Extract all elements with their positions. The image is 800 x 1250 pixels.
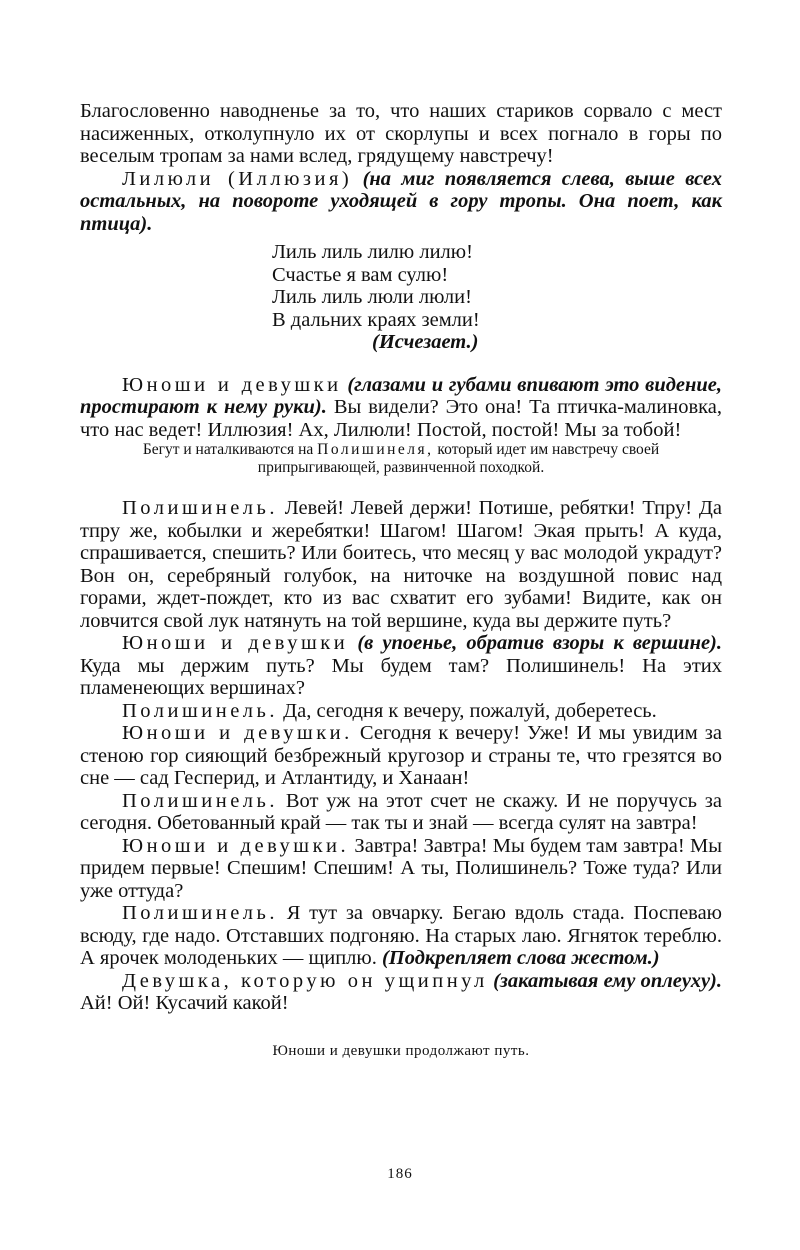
dialogue-text: Куда мы держим путь? Мы будем там? Полишинель! На этих пламенеющих вершинах?: [80, 654, 722, 699]
polishinel-paragraph-2: [80, 700, 722, 723]
dialogue-text: Ай! Ой! Кусачий какой!: [80, 992, 289, 1014]
youths-paragraph-2: [80, 632, 722, 700]
verse-line: Лиль лиль люли люли!: [272, 286, 472, 308]
final-stage-note: Юноши и девушки продолжают путь.: [272, 1042, 530, 1059]
dialogue-text: Левей! Левей держи! Потише, ребятки! Тпру! Да тпру же, кобылки и жеребятки! Шагом! Шагом! Экая прыть! А куда, спрашивается, спешить? Или боитесь, что месяц у вас молодой украдут? Вон он, серебряный голубок, на ниточке на воздушной повис над горами, ждет-пождет, кто из вас схватит его зубами! Видите, как он ловчится свой лук натянуть на той вершине, куда вы держите путь?: [80, 497, 722, 632]
stage-note-after: который идет им навстречу своей припрыгивающей, развинченной походкой.: [257, 441, 660, 476]
youths-paragraph-1: [80, 374, 722, 442]
stage-direction-youths-2: (в упоенье, обратив взоры к вершине).: [357, 632, 723, 654]
speaker-polishinel: Полишинель.: [122, 789, 279, 812]
dialogue-text: Сегодня к вечеру! Уже! И мы увидим за стеною гор сияющий безбрежный кругозор и страны те, что грезятся во сне — сад Гесперид, и Атлантиду, и Ханаан!: [80, 722, 723, 789]
speaker-girl: Девушка, которую он ущипнул: [122, 969, 488, 992]
speaker-polishinel: Полишинель.: [122, 699, 279, 722]
speaker-polishinel: Полишинель.: [122, 902, 279, 924]
stage-direction-gesture: (Подкрепляет слова жестом.): [381, 947, 660, 969]
verse-line: Счастье я вам сулю!: [272, 263, 449, 286]
speaker-youths: Юноши и девушки.: [122, 834, 350, 857]
dialogue-text: Я тут за овчарку. Бегаю вдоль стада. Поспеваю всюду, где надо. Отставших подгоняю. На старых лаю. Ягняток тереблю. А ярочек молоденьких — щиплю.: [80, 902, 722, 969]
polishinel-paragraph-4: [80, 902, 722, 970]
intro-paragraph: [80, 100, 722, 168]
dialogue-text: Вот уж на этот счет не скажу. И не поручусь за сегодня. Обетованный край — так ты и знай — всегда сулят на завтра!: [80, 789, 722, 834]
stage-direction-girl: (закатывая ему оплеуху).: [493, 969, 722, 992]
polishinel-paragraph-1: [80, 497, 722, 632]
youths-paragraph-3: [80, 722, 722, 790]
page-number: 186: [387, 1166, 413, 1182]
liluli-paragraph: [80, 168, 722, 236]
verse-line: Лиль лиль лилю лилю!: [272, 241, 473, 263]
intro-text: Благословенно наводненье за то, что наших стариков сорвало с мест насиженных, отколупнуло их от скорлупы и всех погнало в горы по веселым тропам за нами вслед, грядущему навстречу!: [80, 100, 722, 167]
speaker-youths: Юноши и девушки.: [122, 722, 353, 744]
speaker-youths: Юноши и девушки: [122, 632, 349, 654]
speaker-polishinel: Полишинель.: [122, 497, 279, 519]
polishinel-paragraph-3: [80, 790, 722, 835]
speaker-liluli: Лилюли (Иллюзия): [122, 167, 353, 190]
stage-note-name: Полишинеля,: [317, 441, 434, 458]
girl-paragraph: [80, 970, 722, 1015]
stage-direction-youths-1: (глазами и губами впивают это видение, простирают к нему руки).: [80, 373, 723, 418]
speaker-youths: Юноши и девушки: [122, 373, 342, 396]
stage-direction-exit: (Исчезает.): [372, 331, 479, 353]
dialogue-text: Вы видели? Это она! Та птичка-малиновка, что нас ведет! Иллюзия! Ах, Лилюли! Постой, постой! Мы за тобой!: [80, 396, 722, 441]
stage-note: [80, 441, 722, 477]
stage-note-before: Бегут и наталкиваются на: [142, 441, 314, 458]
stage-direction-liluli: (на миг появляется слева, выше всех остальных, на повороте уходящей в гору тропы. Она поет, как птица).: [80, 167, 722, 235]
youths-paragraph-4: [80, 835, 722, 903]
dialogue-text: Завтра! Завтра! Мы будем там завтра! Мы придем первые! Спешим! Спешим! А ты, Полишинель? Тоже туда? Или уже оттуда?: [80, 834, 722, 902]
song-verse: [272, 241, 722, 354]
verse-line: В дальних краях земли!: [272, 308, 480, 331]
dialogue-text: Да, сегодня к вечеру, пожалуй, доберетесь.: [283, 699, 657, 722]
